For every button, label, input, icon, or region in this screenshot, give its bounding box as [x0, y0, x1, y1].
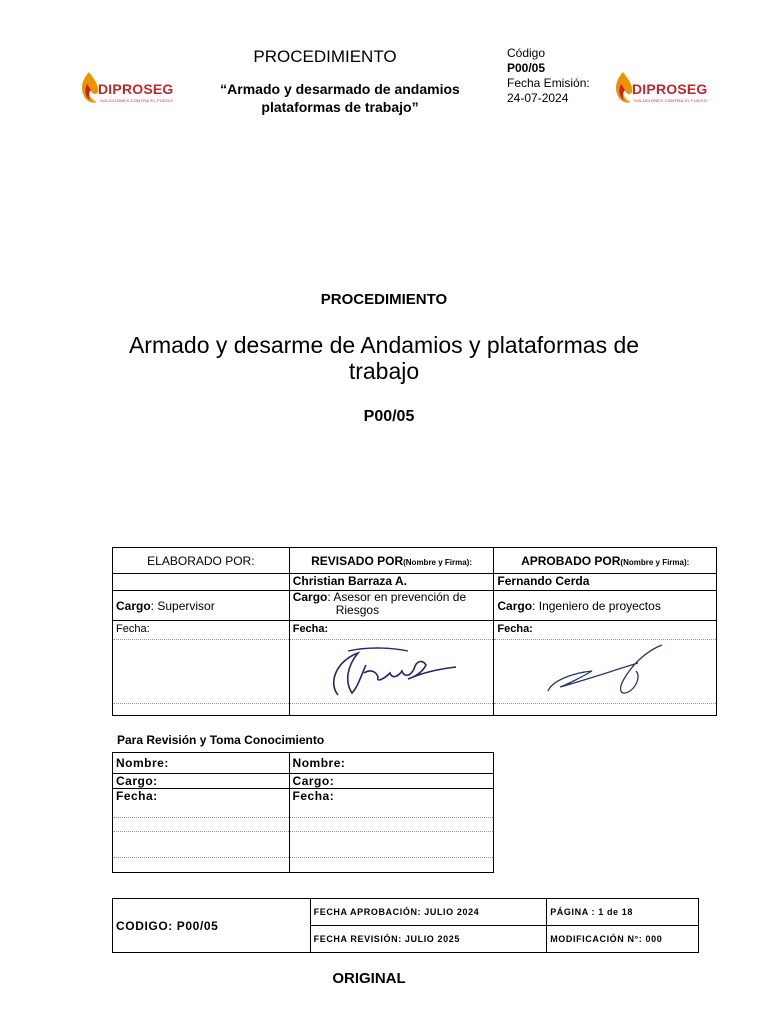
review-fecha-2: Fecha: [292, 789, 335, 803]
cover-title [90, 332, 678, 384]
footer-page: PÁGINA : 1 de 18 [547, 899, 699, 926]
revisado-header: REVISADO POR(Nombre y Firma): [289, 548, 494, 574]
review-fecha-1: Fecha: [116, 789, 158, 803]
review-cargo-2: Cargo: [289, 774, 493, 789]
logo-brand: DIPROSEG [632, 81, 708, 97]
flame-icon [78, 70, 100, 106]
aprobado-fecha-cell [494, 621, 717, 716]
issue-label: Fecha Emisión: [507, 76, 590, 90]
aprobado-cargo: Cargo: Ingeniero de proyectos [494, 591, 717, 621]
elaborado-fecha-cell [113, 621, 290, 716]
header-title: PROCEDIMIENTO [253, 47, 397, 66]
review-fecha-cell-2 [289, 789, 493, 873]
aprobado-header: APROBADO POR(Nombre y Firma): [494, 548, 717, 574]
review-nombre-2: Nombre: [289, 753, 493, 774]
aprobado-name: Fernando Cerda [494, 574, 717, 591]
review-title: Para Revisión y Toma Conocimiento [117, 733, 325, 747]
header-meta [507, 46, 590, 106]
footer-approval: FECHA APROBACIÓN: JULIO 2024 [310, 899, 547, 926]
logo-brand: DIPROSEG [98, 81, 174, 97]
signature-cerda [542, 641, 672, 703]
revisado-fecha: Fecha: [292, 623, 329, 635]
logo-tagline: SOLUCIONES CONTRA EL FUEGO [634, 98, 707, 103]
revisado-fecha-cell [289, 621, 494, 716]
elaborado-cargo: Cargo: Supervisor [113, 591, 290, 621]
elaborado-header: ELABORADO POR: [113, 548, 290, 574]
review-fecha-cell-1 [113, 789, 290, 873]
cover-title-line2: trabajo [348, 358, 420, 384]
original-stamp: ORIGINAL [332, 970, 406, 987]
code-value: P00/05 [507, 61, 546, 75]
footer-code: CODIGO: P00/05 [113, 899, 311, 953]
diproseg-logo-left [78, 70, 178, 110]
header-subtitle-line2: plataformas de trabajo” [261, 99, 419, 115]
cover-title-line1: Armado y desarme de Andamios y plataformas de [128, 332, 640, 358]
diproseg-logo-right [612, 70, 712, 110]
approvals-table [112, 547, 717, 716]
flame-icon [612, 70, 634, 106]
review-cargo-1: Cargo: [113, 774, 290, 789]
elaborado-fecha: Fecha: [116, 623, 150, 635]
revisado-cargo: Cargo: Asesor en prevención de Riesgos [289, 591, 494, 621]
review-nombre-1: Nombre: [113, 753, 290, 774]
header-subtitle-line1: “Armado y desarmado de andamios [220, 81, 460, 97]
footer-modification: MODIFICACIÓN N°: 000 [547, 926, 699, 953]
elaborado-name [113, 574, 290, 591]
cover-code: P00/05 [363, 408, 415, 425]
revisado-name: Christian Barraza A. [289, 574, 494, 591]
code-label: Código [507, 46, 546, 60]
issue-date: 24-07-2024 [507, 91, 569, 105]
header-subtitle [190, 80, 490, 116]
signature-barraza [318, 643, 468, 703]
logo-tagline: SOLUCIONES CONTRA EL FUEGO [100, 98, 173, 103]
review-table [112, 752, 494, 873]
footer-revision: FECHA REVISIÓN: JULIO 2025 [310, 926, 547, 953]
cover-heading: PROCEDIMIENTO [320, 291, 448, 308]
aprobado-fecha: Fecha: [497, 623, 533, 635]
footer-table [112, 898, 699, 953]
